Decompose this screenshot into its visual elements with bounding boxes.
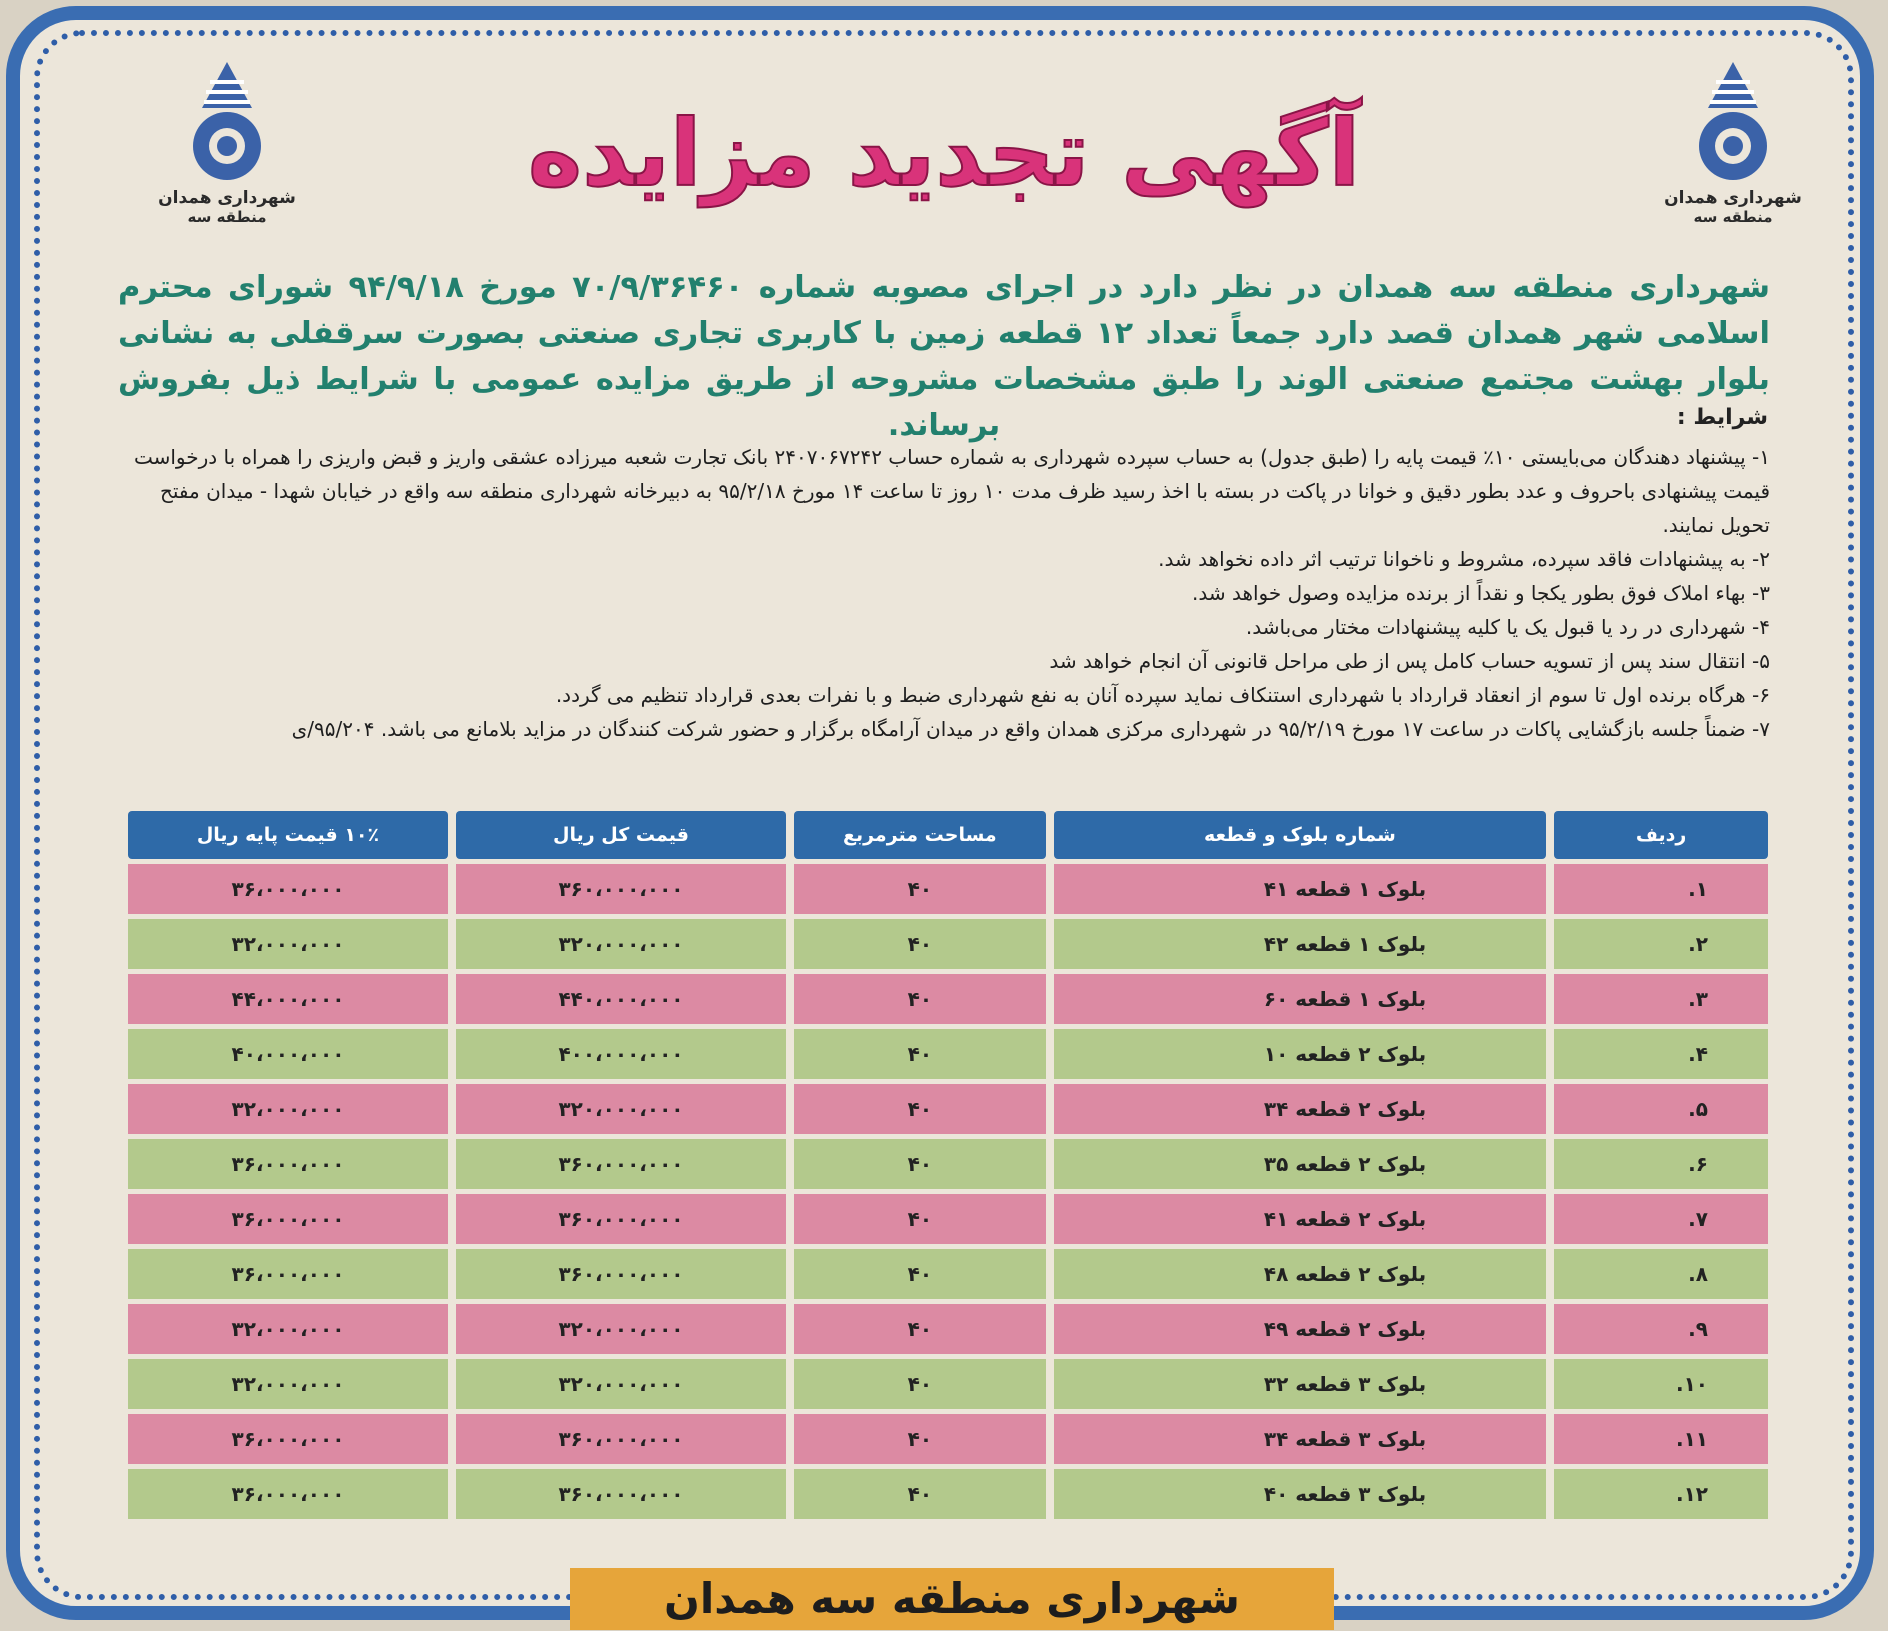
- table-row: [128, 864, 1768, 914]
- cell-base-price: ۳۲،۰۰۰،۰۰۰: [128, 1304, 448, 1354]
- cell-area: ۴۰: [794, 1194, 1046, 1244]
- condition-item: ۷- ضمناً جلسه بازگشایی پاکات در ساعت ۱۷ مورخ ۹۵/۲/۱۹ در شهرداری مرکزی همدان واقع در میدان آرامگاه برگزار و حضور شرکت کنندگان در مزاید بلامانع می باشد. ۹۵/۲۰۴/ی: [291, 717, 1770, 741]
- condition-item: ۶- هرگاه برنده اول تا سوم از انعقاد قرارداد با شهرداری استنکاف نماید سپرده آنان به نفع شهرداری ضبط و با نفرات بعدی قرارداد تنظیم می گردد.: [555, 683, 1770, 707]
- intro-paragraph: شهرداری منطقه سه همدان در نظر دارد در اجرای مصوبه شماره ۷۰/۹/۳۶۴۶۰ مورخ ۹۴/۹/۱۸ شورای محترم اسلامی شهر همدان قصد دارد جمعاً تعداد ۱۲ قطعه زمین با کاربری تجاری صنعتی بصورت سرقفلی به نشانی بلوار بهشت مجتمع صنعتی الوند را طبق مشخصات مشروحه از طریق مزایده عمومی با شرایط ذیل بفروش برساند.: [118, 270, 1770, 443]
- logo-line1: شهرداری همدان: [1664, 188, 1802, 208]
- cell-total-price: ۳۶۰،۰۰۰،۰۰۰: [456, 1139, 786, 1189]
- table-row: [128, 1194, 1768, 1244]
- cell-base-price: ۳۲،۰۰۰،۰۰۰: [128, 1359, 448, 1409]
- cell-block-plot: بلوک ۲ قطعه ۱۰: [1054, 1029, 1546, 1079]
- cell-area: ۴۰: [794, 1469, 1046, 1519]
- cell-block-plot: بلوک ۳ قطعه ۳۲: [1054, 1359, 1546, 1409]
- cell-row-number: ۵.: [1554, 1084, 1768, 1134]
- cell-block-plot: بلوک ۲ قطعه ۴۹: [1054, 1304, 1546, 1354]
- cell-total-price: ۳۲۰،۰۰۰،۰۰۰: [456, 919, 786, 969]
- cell-base-price: ۳۶،۰۰۰،۰۰۰: [128, 1469, 448, 1519]
- cell-row-number: ۳.: [1554, 974, 1768, 1024]
- cell-total-price: ۳۶۰،۰۰۰،۰۰۰: [456, 1414, 786, 1464]
- cell-row-number: ۱۱.: [1554, 1414, 1768, 1464]
- table-header-row: [128, 811, 1768, 859]
- hamedan-municipality-emblem-icon: [1688, 58, 1778, 188]
- cell-area: ۴۰: [794, 1359, 1046, 1409]
- conditions-title: شرایط :: [1676, 405, 1768, 430]
- auction-table: [120, 806, 1776, 1524]
- cell-base-price: ۳۶،۰۰۰،۰۰۰: [128, 864, 448, 914]
- cell-block-plot: بلوک ۱ قطعه ۴۱: [1054, 864, 1546, 914]
- cell-block-plot: بلوک ۲ قطعه ۴۸: [1054, 1249, 1546, 1299]
- cell-area: ۴۰: [794, 1414, 1046, 1464]
- cell-block-plot: بلوک ۲ قطعه ۴۱: [1054, 1194, 1546, 1244]
- cell-base-price: ۳۶،۰۰۰،۰۰۰: [128, 1194, 448, 1244]
- table-row: [128, 1029, 1768, 1079]
- cell-area: ۴۰: [794, 1139, 1046, 1189]
- cell-base-price: ۴۰،۰۰۰،۰۰۰: [128, 1029, 448, 1079]
- logo-line1: شهرداری همدان: [158, 188, 296, 208]
- table-row: [128, 919, 1768, 969]
- cell-area: ۴۰: [794, 1029, 1046, 1079]
- condition-item: ۳- بهاء املاک فوق بطور یکجا و نقداً از برنده مزایده وصول خواهد شد.: [1191, 581, 1770, 605]
- cell-area: ۴۰: [794, 919, 1046, 969]
- cell-total-price: ۳۲۰،۰۰۰،۰۰۰: [456, 1084, 786, 1134]
- logo-left: [152, 58, 302, 248]
- table-row: [128, 1469, 1768, 1519]
- cell-block-plot: بلوک ۱ قطعه ۶۰: [1054, 974, 1546, 1024]
- cell-base-price: ۳۲،۰۰۰،۰۰۰: [128, 919, 448, 969]
- hamedan-municipality-emblem-icon: [182, 58, 272, 188]
- table-row: [128, 1139, 1768, 1189]
- condition-item: ۵- انتقال سند پس از تسویه حساب کامل پس از طی مراحل قانونی آن انجام خواهد شد: [1049, 649, 1770, 673]
- table-row: [128, 1084, 1768, 1134]
- cell-area: ۴۰: [794, 1304, 1046, 1354]
- cell-base-price: ۳۶،۰۰۰،۰۰۰: [128, 1414, 448, 1464]
- cell-row-number: ۴.: [1554, 1029, 1768, 1079]
- table-row: [128, 1304, 1768, 1354]
- cell-base-price: ۴۴،۰۰۰،۰۰۰: [128, 974, 448, 1024]
- cell-row-number: ۲.: [1554, 919, 1768, 969]
- footer-banner: شهرداری منطقه سه همدان: [570, 1568, 1334, 1630]
- table-row: [128, 974, 1768, 1024]
- header-base-price: ۱۰٪ قیمت پایه ریال: [128, 811, 448, 859]
- cell-total-price: ۳۶۰،۰۰۰،۰۰۰: [456, 864, 786, 914]
- cell-area: ۴۰: [794, 974, 1046, 1024]
- cell-area: ۴۰: [794, 1249, 1046, 1299]
- cell-total-price: ۳۶۰،۰۰۰،۰۰۰: [456, 1194, 786, 1244]
- cell-row-number: ۱۲.: [1554, 1469, 1768, 1519]
- table-row: [128, 1359, 1768, 1409]
- cell-row-number: ۷.: [1554, 1194, 1768, 1244]
- table-row: [128, 1249, 1768, 1299]
- cell-row-number: ۸.: [1554, 1249, 1768, 1299]
- page-title: آگهی تجدید مزایده: [527, 100, 1361, 207]
- cell-block-plot: بلوک ۲ قطعه ۳۴: [1054, 1084, 1546, 1134]
- condition-item: ۴- شهرداری در رد یا قبول یک یا کلیه پیشنهادات مختار می‌باشد.: [1245, 615, 1770, 639]
- cell-block-plot: بلوک ۳ قطعه ۴۰: [1054, 1469, 1546, 1519]
- cell-block-plot: بلوک ۳ قطعه ۳۴: [1054, 1414, 1546, 1464]
- logo-line2: منطقه سه: [187, 208, 267, 226]
- condition-item: ۱- پیشنهاد دهندگان می‌بایستی ۱۰٪ قیمت پایه را (طبق جدول) به حساب سپرده شهرداری به شماره حساب ۲۴۰۷۰۶۷۲۴۲ بانک تجارت شعبه میرزاده عشقی واریز و قبض واریزی را همراه با درخواست قیمت پیشنهادی باحروف و عدد بطور دقیق و خوانا در پاکت در بسته با اخذ رسید ظرف مدت ۱۰ روز تا ساعت ۱۴ مورخ ۹۵/۲/۱۸ به دبیرخانه شهرداری منطقه سه واقع در خیابان شهدا - میدان مفتح تحویل نمایند.: [133, 445, 1770, 537]
- header-area: مساحت مترمربع: [794, 811, 1046, 859]
- cell-area: ۴۰: [794, 1084, 1046, 1134]
- cell-total-price: ۴۴۰،۰۰۰،۰۰۰: [456, 974, 786, 1024]
- cell-base-price: ۳۶،۰۰۰،۰۰۰: [128, 1249, 448, 1299]
- cell-area: ۴۰: [794, 864, 1046, 914]
- cell-base-price: ۳۲،۰۰۰،۰۰۰: [128, 1084, 448, 1134]
- cell-total-price: ۳۶۰،۰۰۰،۰۰۰: [456, 1249, 786, 1299]
- logo-right: [1658, 58, 1808, 248]
- cell-row-number: ۹.: [1554, 1304, 1768, 1354]
- cell-row-number: ۱.: [1554, 864, 1768, 914]
- cell-total-price: ۳۶۰،۰۰۰،۰۰۰: [456, 1469, 786, 1519]
- cell-total-price: ۳۲۰،۰۰۰،۰۰۰: [456, 1359, 786, 1409]
- cell-total-price: ۴۰۰،۰۰۰،۰۰۰: [456, 1029, 786, 1079]
- header-total-price: قیمت کل ریال: [456, 811, 786, 859]
- cell-row-number: ۶.: [1554, 1139, 1768, 1189]
- cell-block-plot: بلوک ۲ قطعه ۳۵: [1054, 1139, 1546, 1189]
- cell-total-price: ۳۲۰،۰۰۰،۰۰۰: [456, 1304, 786, 1354]
- header-row-number: ردیف: [1554, 811, 1768, 859]
- condition-item: ۲- به پیشنهادات فاقد سپرده، مشروط و ناخوانا ترتیب اثر داده نخواهد شد.: [1158, 547, 1770, 571]
- cell-block-plot: بلوک ۱ قطعه ۴۲: [1054, 919, 1546, 969]
- header-block-plot: شماره بلوک و قطعه: [1054, 811, 1546, 859]
- cell-row-number: ۱۰.: [1554, 1359, 1768, 1409]
- logo-line2: منطقه سه: [1693, 208, 1773, 226]
- cell-base-price: ۳۶،۰۰۰،۰۰۰: [128, 1139, 448, 1189]
- conditions-list: [118, 440, 1770, 746]
- table-row: [128, 1414, 1768, 1464]
